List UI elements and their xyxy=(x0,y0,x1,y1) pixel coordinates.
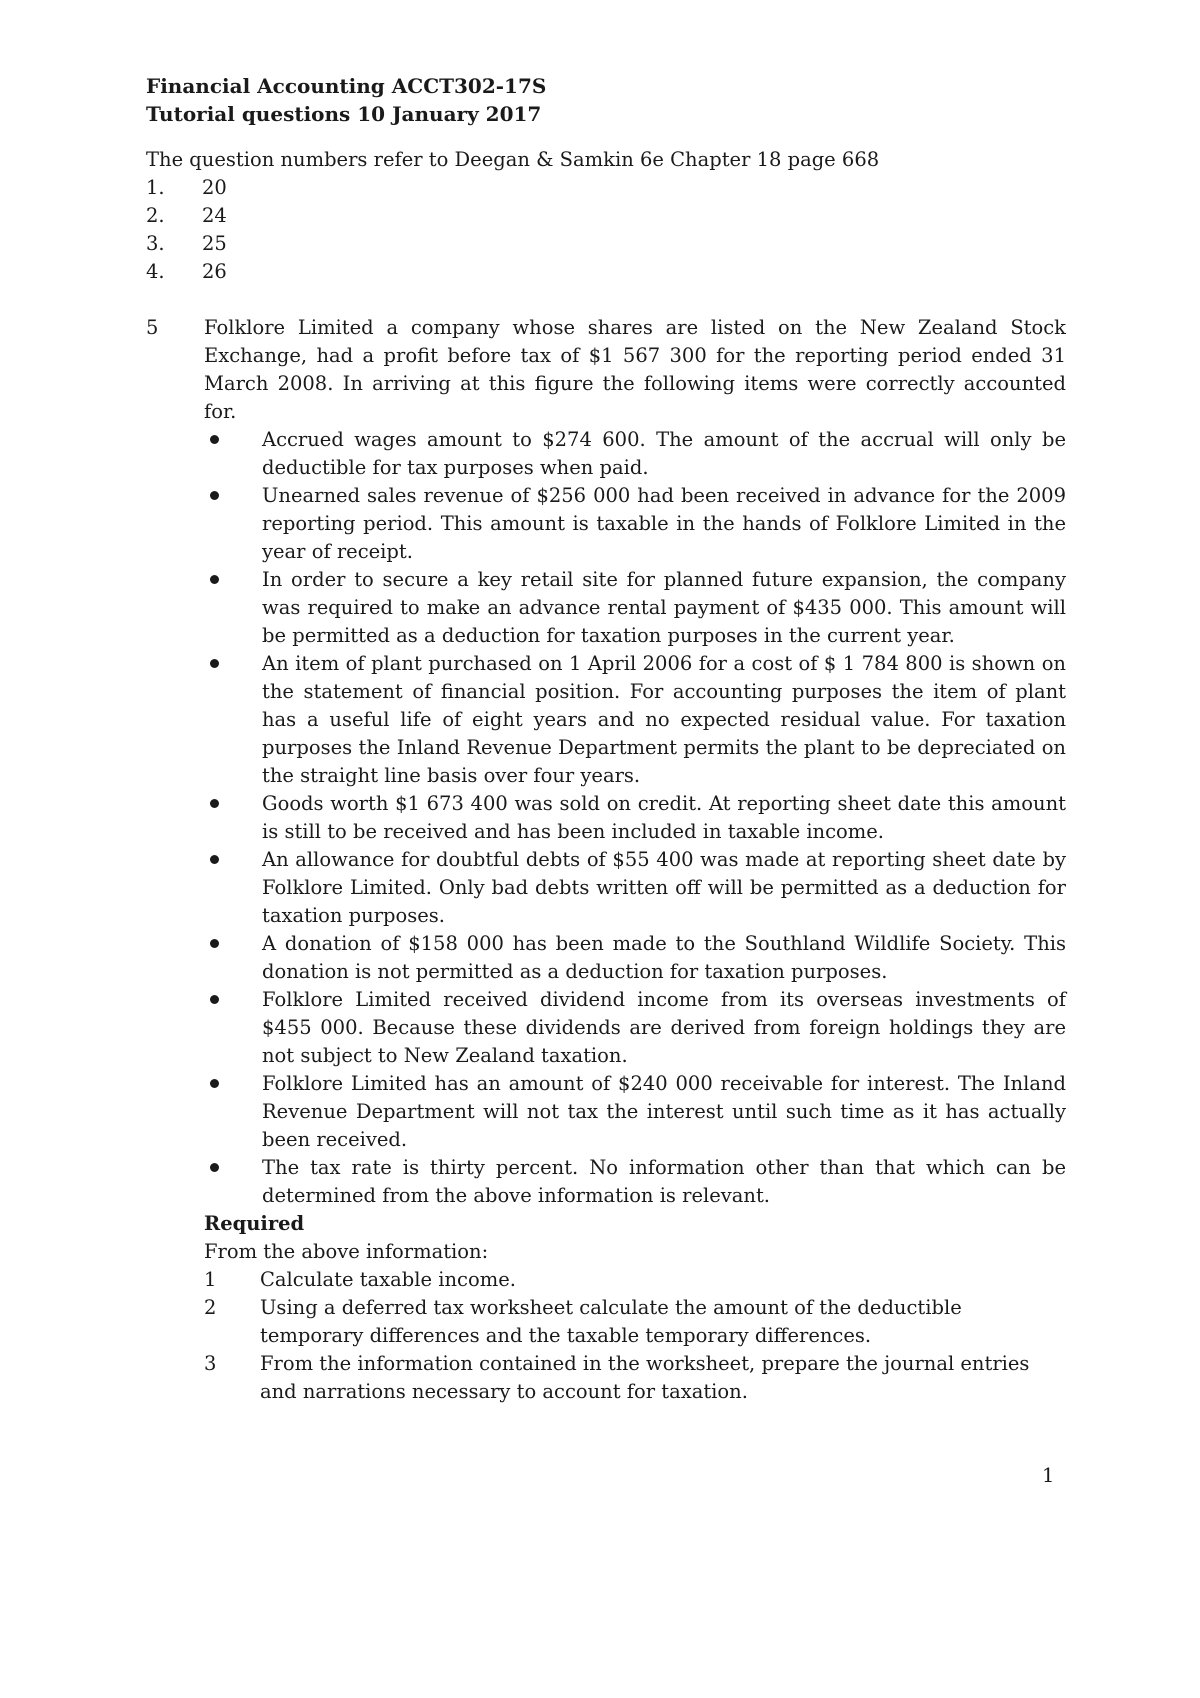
required-item xyxy=(204,1266,1066,1294)
bullet-icon xyxy=(210,855,219,864)
question-ref: 25 xyxy=(202,232,227,255)
bullet-item xyxy=(204,930,1066,986)
bullet-icon xyxy=(210,1079,219,1088)
question-number: 1. xyxy=(146,176,165,199)
bullet-icon xyxy=(210,799,219,808)
required-heading: Required xyxy=(204,1212,305,1235)
bullet-text: Unearned sales revenue of $256 000 had been received in advance for the 2009 reporting period. This amount is taxable in the hands of Folklore Limited in the year of receipt. xyxy=(262,484,1066,563)
bullet-icon xyxy=(210,575,219,584)
bullet-text: The tax rate is thirty percent. No information other than that which can be determined from the above information is relevant. xyxy=(262,1156,1066,1207)
bullet-item xyxy=(204,790,1066,846)
bullet-list xyxy=(204,426,1066,1210)
question-ref: 26 xyxy=(202,260,227,283)
bullet-item xyxy=(204,650,1066,790)
bullet-text: An allowance for doubtful debts of $55 400 was made at reporting sheet date by Folklore Limited. Only bad debts written off will be permitted as a deduction for taxation purposes. xyxy=(262,848,1066,927)
required-number: 3 xyxy=(204,1352,217,1375)
bullet-item xyxy=(204,482,1066,566)
required-list xyxy=(146,1266,1066,1406)
question-number: 4. xyxy=(146,260,165,283)
required-text: From the information contained in the worksheet, prepare the journal entries and narrations necessary to account for taxation. xyxy=(260,1352,1030,1403)
bullet-text: Folklore Limited received dividend income from its overseas investments of $455 000. Because these dividends are derived from foreign holdings they are not subject to New Zealand taxation. xyxy=(262,988,1066,1067)
bullet-icon xyxy=(210,1163,219,1172)
question-number: 5 xyxy=(146,316,159,339)
required-text: Using a deferred tax worksheet calculate the amount of the deductible temporary differences and the taxable temporary differences. xyxy=(260,1296,962,1347)
question-ref: 24 xyxy=(202,204,227,227)
bullet-item xyxy=(204,426,1066,482)
question-number: 3. xyxy=(146,232,165,255)
question-number: 2. xyxy=(146,204,165,227)
bullet-icon xyxy=(210,939,219,948)
bullet-icon xyxy=(210,435,219,444)
bullet-text: Accrued wages amount to $274 600. The amount of the accrual will only be deductible for tax purposes when paid. xyxy=(262,428,1066,479)
question-5 xyxy=(146,314,1066,1406)
required-number: 1 xyxy=(204,1268,217,1291)
bullet-text: An item of plant purchased on 1 April 2006 for a cost of $ 1 784 800 is shown on the statement of financial position. For accounting purposes the item of plant has a useful life of eight years and no expected residual value. For taxation purposes the Inland Revenue Department permits the plant to be depreciated on the straight line basis over four years. xyxy=(262,652,1066,787)
bullet-item xyxy=(204,1154,1066,1210)
required-number: 2 xyxy=(204,1296,217,1319)
bullet-icon xyxy=(210,995,219,1004)
bullet-item xyxy=(204,1070,1066,1154)
required-item xyxy=(204,1294,1066,1350)
bullet-item xyxy=(204,566,1066,650)
bullet-icon xyxy=(210,659,219,668)
intro-text: The question numbers refer to Deegan & Samkin 6e Chapter 18 page 668 xyxy=(146,148,880,171)
bullet-text: A donation of $158 000 has been made to the Southland Wildlife Society. This donation is not permitted as a deduction for taxation purposes. xyxy=(262,932,1066,983)
bullet-text: Folklore Limited has an amount of $240 000 receivable for interest. The Inland Revenue Department will not tax the interest until such time as it has actually been received. xyxy=(262,1072,1066,1151)
question-ref: 20 xyxy=(202,176,227,199)
bullet-item xyxy=(204,846,1066,930)
bullet-text: Goods worth $1 673 400 was sold on credit. At reporting sheet date this amount is still to be received and has been included in taxable income. xyxy=(262,792,1066,843)
required-intro: From the above information: xyxy=(204,1240,489,1263)
required-item xyxy=(204,1350,1066,1406)
question-5-text: Folklore Limited a company whose shares are listed on the New Zealand Stock Exchange, had a profit before tax of $1 567 300 for the reporting period ended 31 March 2008. In arriving at this figure the following items were correctly accounted for. xyxy=(204,316,1066,423)
document-title: Financial Accounting ACCT302-17S xyxy=(146,74,547,98)
bullet-text: In order to secure a key retail site for planned future expansion, the company was required to make an advance rental payment of $435 000. This amount will be permitted as a deduction for taxation purposes in the current year. xyxy=(262,568,1066,647)
required-text: Calculate taxable income. xyxy=(260,1268,516,1291)
bullet-icon xyxy=(210,491,219,500)
question-5-body xyxy=(204,314,1066,1210)
bullet-item xyxy=(204,986,1066,1070)
document-subtitle: Tutorial questions 10 January 2017 xyxy=(146,102,542,126)
page-number: 1 xyxy=(1042,1464,1055,1487)
